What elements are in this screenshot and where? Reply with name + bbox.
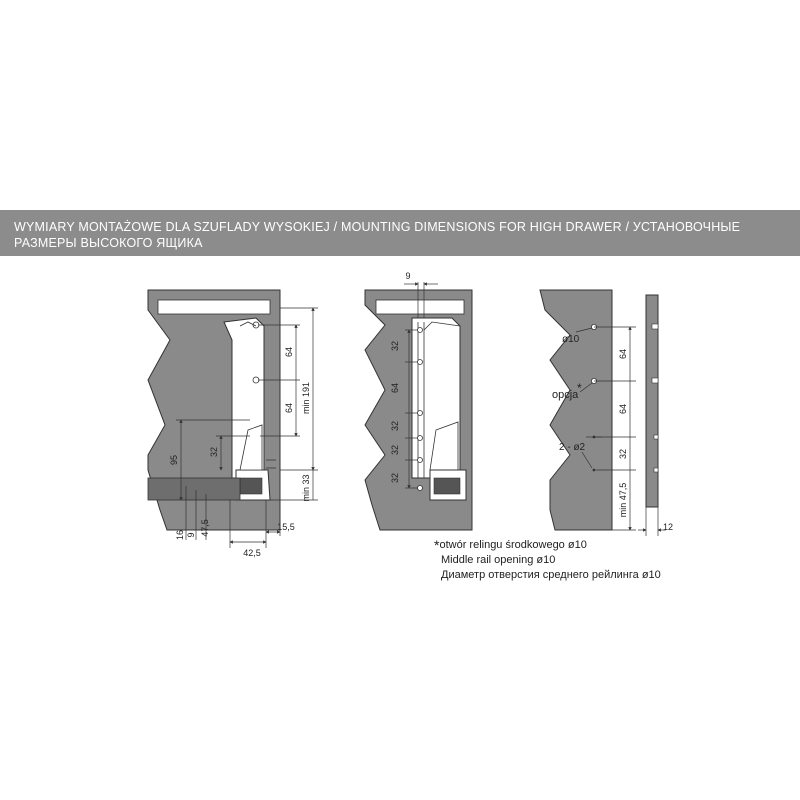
middle-hole-6 <box>418 486 423 491</box>
note-star: * <box>434 537 440 553</box>
middle-hole-3 <box>418 411 423 416</box>
left-dim-42-5: 42,5 <box>243 548 261 558</box>
right-cabinet-panel <box>540 290 612 530</box>
right-label-2-dia2: 2 - ø2 <box>559 442 586 453</box>
middle-hole-4 <box>418 436 423 441</box>
right-dim-32: 32 <box>618 448 628 460</box>
right-dim-min47-5: min 47,5 <box>618 482 628 518</box>
left-dim-min33: min 33 <box>301 474 311 502</box>
left-dim-47-5: 47,5 <box>200 519 210 537</box>
middle-dim-top-9: 9 <box>405 271 411 281</box>
header-title: WYMIARY MONTAŻOWE DLA SZUFLADY WYSOKIEJ / MOUNTING DIMENSIONS FOR HIGH DRAWER / УСТАНОВОЧНЫЕ РАЗМЕРЫ ВЫСОКОГО ЯЩИКА <box>14 220 741 250</box>
right-view <box>540 290 673 536</box>
left-dim-32: 32 <box>209 446 219 458</box>
middle-dim-32d: 32 <box>390 472 400 484</box>
middle-hole-1 <box>418 328 423 333</box>
left-dim-15-5: 15,5 <box>277 522 295 532</box>
note-line-pl: *otwór relingu środkowego ø10 <box>434 537 587 553</box>
side-dim-12: 12 <box>663 522 674 532</box>
left-dim-16: 16 <box>175 529 185 541</box>
right-label-star: * <box>577 381 582 395</box>
left-dim-9: 9 <box>186 532 196 538</box>
left-drawer-bottom <box>148 478 240 500</box>
middle-top-slot <box>376 300 464 314</box>
note-line-ru: Диаметр отверстия среднего рейлинга ø10 <box>441 569 661 581</box>
left-dim-min191: min 191 <box>301 381 311 415</box>
middle-hole-5 <box>418 458 423 463</box>
middle-dim-32a: 32 <box>390 340 400 352</box>
middle-dim-64: 64 <box>390 382 400 394</box>
footnotes <box>434 538 661 583</box>
right-dim-64a: 64 <box>618 348 628 360</box>
right-label-opcja: opcja <box>552 389 579 401</box>
left-view <box>148 290 318 558</box>
note-line-en: Middle rail opening ø10 <box>441 554 556 566</box>
middle-dim-32b: 32 <box>390 420 400 432</box>
right-dim-64b: 64 <box>618 403 628 415</box>
middle-dim-32c: 32 <box>390 444 400 456</box>
left-top-slot <box>158 300 270 314</box>
left-dim-64b: 64 <box>284 402 294 414</box>
middle-view <box>365 271 472 530</box>
right-label-dia10: ø10 <box>562 334 580 345</box>
left-dim-95: 95 <box>169 454 179 466</box>
left-dim-64a: 64 <box>284 346 294 358</box>
middle-hole-2 <box>418 360 423 365</box>
right-hole-4 <box>593 469 596 472</box>
